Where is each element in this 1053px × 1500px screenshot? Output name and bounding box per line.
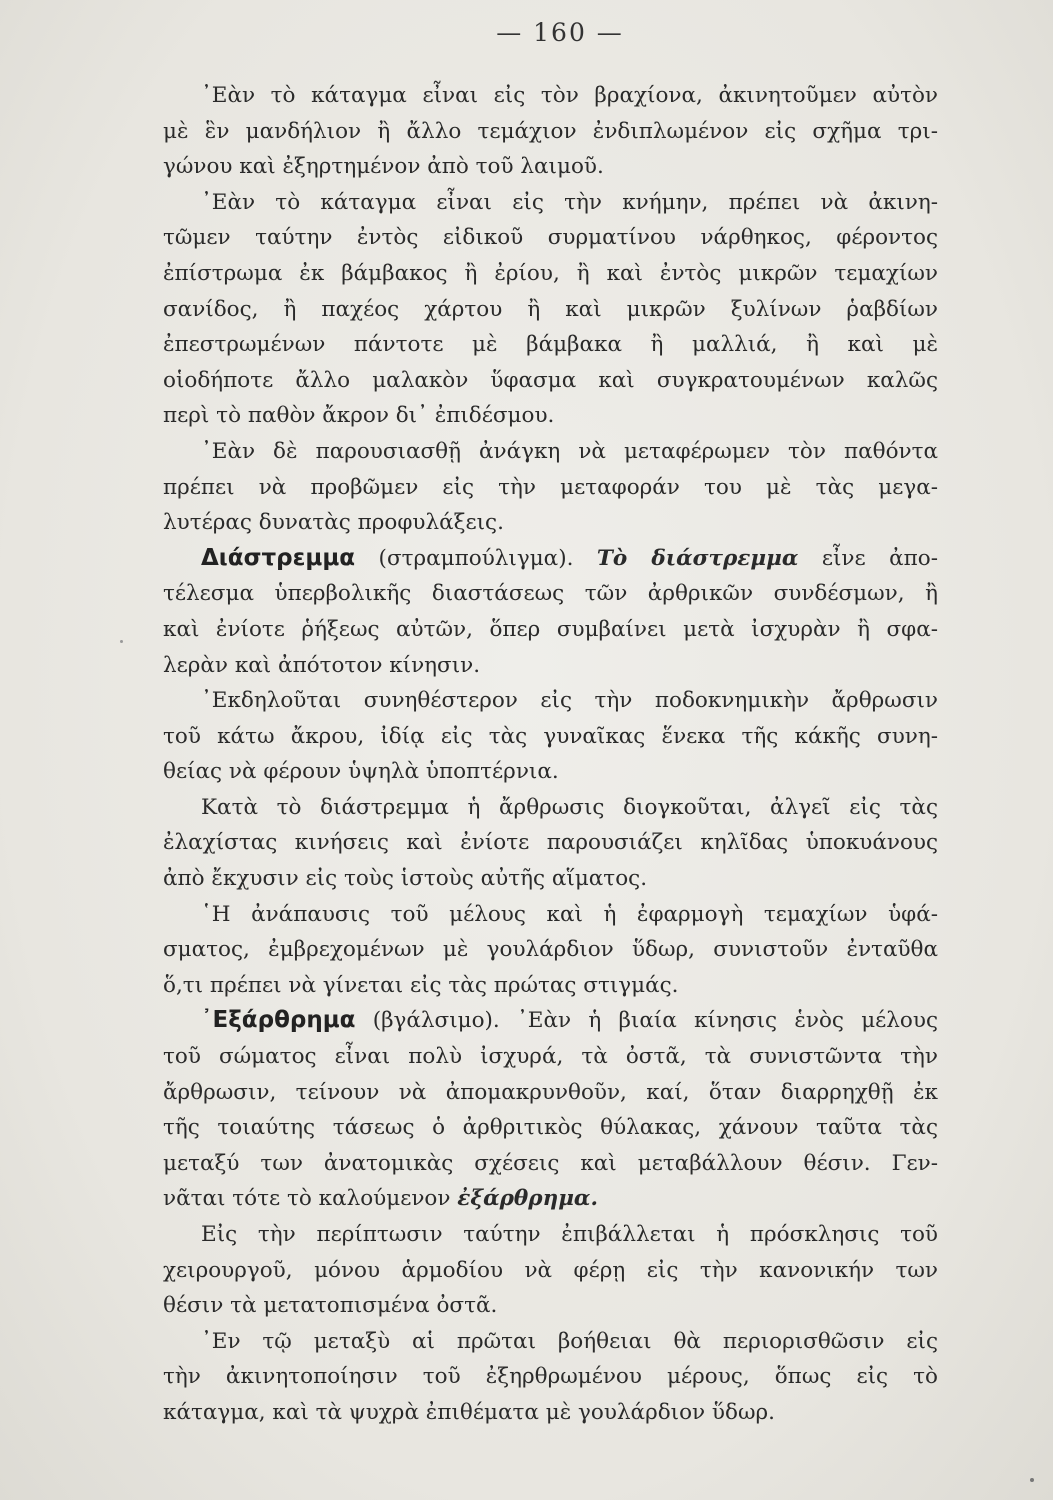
section-heading-exarthrima: ᾿Εξάρθρημα [201, 1007, 356, 1034]
text-line: περὶ τὸ παθὸν ἄκρον δι᾿ ἐπιδέσμου. [163, 403, 555, 429]
text-line: μὲ ἓν μανδήλιον ἢ ἄλλο τεμάχιον ἐνδιπλωμένον εἰς σχῆμα τρι- [163, 118, 938, 144]
text-line: λυτέρας δυνατὰς προφυλάξεις. [163, 510, 504, 536]
text-line [163, 1181, 938, 1217]
text-line: γώνου καὶ ἐξηρτημένον ἀπὸ τοῦ λαιμοῦ. [163, 154, 604, 180]
text-line: ᾿Εκδηλοῦται συνηθέστερον εἰς τὴν ποδοκνημικὴν ἄρθρωσιν [201, 688, 938, 714]
text-line: τῶμεν ταύτην ἐντὸς εἰδικοῦ συρματίνου νάρθηκος, φέροντος [163, 225, 938, 251]
page-number: — 160 — [496, 18, 624, 47]
text-line: ἐλαχίστας κινήσεις καὶ ἐνίοτε παρουσιάζει κηλῖδας ὑποκυάνους [163, 830, 938, 856]
text-line: θείας νὰ φέρουν ὑψηλὰ ὑποπτέρνια. [163, 759, 559, 785]
text-line: τὴν ἀκινητοποίησιν τοῦ ἐξηρθρωμένου μέρους, ὅπως εἰς τὸ [163, 1364, 938, 1390]
emphasis-term: ἐξάρθρημα. [457, 1186, 598, 1212]
paper-speck [120, 640, 123, 643]
text-line: ᾿Εὰν τὸ κάταγμα εἶναι εἰς τὴν κνήμην, πρέπει νὰ ἀκινη- [201, 189, 938, 215]
heading-gloss: (στραμπούλιγμα). [355, 545, 597, 571]
text-line: ἐπίστρωμα ἐκ βάμβακος ἢ ἐρίου, ἢ καὶ ἐντὸς μικρῶν τεμαχίων [163, 260, 938, 286]
text-line: σανίδος, ἢ παχέος χάρτου ἢ καὶ μικρῶν ξυλίνων ῥαβδίων [163, 296, 938, 322]
text-line: χειρουργοῦ, μόνου ἁρμοδίου νὰ φέρῃ εἰς τὴν κανονικήν των [163, 1257, 938, 1283]
text-line: ὅ,τι πρέπει νὰ γίνεται εἰς τὰς πρώτας στιγμάς. [163, 972, 679, 998]
text-line: ῾Η ἀνάπαυσις τοῦ μέλους καὶ ἡ ἐφαρμογὴ τεμαχίων ὑφά- [201, 901, 938, 927]
section-heading-diastremma: Διάστρεμμα [201, 544, 356, 571]
text-line: ἐπεστρωμένων πάντοτε μὲ βάμβακα ἢ μαλλιά, ἢ καὶ μὲ [163, 332, 938, 358]
text-line: καὶ ἐνίοτε ῥήξεως αὐτῶν, ὅπερ συμβαίνει μετὰ ἰσχυρὰν ἢ σφα- [163, 616, 938, 642]
text-line: πρέπει νὰ προβῶμεν εἰς τὴν μεταφοράν του μὲ τὰς μεγα- [163, 474, 938, 500]
text-line: τοῦ κάτω ἄκρου, ἰδίᾳ εἰς τὰς γυναῖκας ἕνεκα τῆς κάκῆς συνη- [163, 723, 938, 749]
body-text [163, 78, 938, 1431]
heading-gloss: (βγάλσιμο). ᾿Εὰν ἡ βιαία κίνησις ἑνὸς μέλους [355, 1008, 938, 1034]
text-line: θέσιν τὰ μετατοπισμένα ὀστᾶ. [163, 1293, 498, 1319]
text-line: οἱοδήποτε ἄλλο μαλακὸν ὕφασμα καὶ συγκρατουμένων καλῶς [163, 367, 938, 393]
text-line: Εἰς τὴν περίπτωσιν ταύτην ἐπιβάλλεται ἡ πρόσκλησις τοῦ [201, 1222, 938, 1247]
text-line: ᾿Εν τῷ μεταξὺ αἱ πρῶται βοήθειαι θὰ περιορισθῶσιν εἰς [201, 1328, 938, 1354]
text-line: ᾿Εὰν δὲ παρουσιασθῇ ἀνάγκη νὰ μεταφέρωμεν τὸν παθόντα [201, 438, 938, 464]
paper-speck [1030, 1478, 1034, 1482]
text-line: τῆς τοιαύτης τάσεως ὁ ἀρθριτικὸς θύλακας, χάνουν ταῦτα τὰς [163, 1115, 938, 1141]
text-line: ᾿Εὰν τὸ κάταγμα εἶναι εἰς τὸν βραχίονα, ἀκινητοῦμεν αὐτὸν [201, 83, 938, 108]
text-line: τέλεσμα ὑπερβολικῆς διαστάσεως τῶν ἀρθρικῶν συνδέσμων, ἢ [163, 581, 938, 607]
text-line: μεταξύ των ἀνατομικὰς σχέσεις καὶ μεταβάλλουν θέσιν. Γεν- [163, 1150, 938, 1176]
text-line: Κατὰ τὸ διάστρεμμα ἡ ἄρθρωσις διογκοῦται, ἀλγεῖ εἰς τὰς [201, 794, 938, 820]
section-heading-line [163, 541, 938, 577]
text-line: σματος, ἐμβρεχομένων μὲ γουλάρδιον ὕδωρ, συνιστοῦν ἐνταῦθα [163, 937, 938, 963]
text-line: ἄρθρωσιν, τείνουν νὰ ἀπομακρυνθοῦν, καί, ὅταν διαρρηχθῇ ἐκ [163, 1079, 938, 1105]
text-run: εἶνε ἀπο- [798, 545, 938, 571]
text-line: τοῦ σώματος εἶναι πολὺ ἰσχυρά, τὰ ὀστᾶ, τὰ συνιστῶντα τὴν [163, 1044, 938, 1070]
text-line: κάταγμα, καὶ τὰ ψυχρὰ ἐπιθέματα μὲ γουλάρδιον ὕδωρ. [163, 1399, 775, 1425]
emphasis-term: Τὸ διάστρεμμα [596, 545, 799, 571]
text-line: ἀπὸ ἔκχυσιν εἰς τοὺς ἱστοὺς αὐτῆς αἵματος. [163, 866, 648, 892]
text-run: νᾶται τότε τὸ καλούμενον [163, 1186, 458, 1212]
text-line: λερὰν καὶ ἀπότοτον κίνησιν. [163, 652, 481, 678]
section-heading-line [163, 1003, 938, 1039]
